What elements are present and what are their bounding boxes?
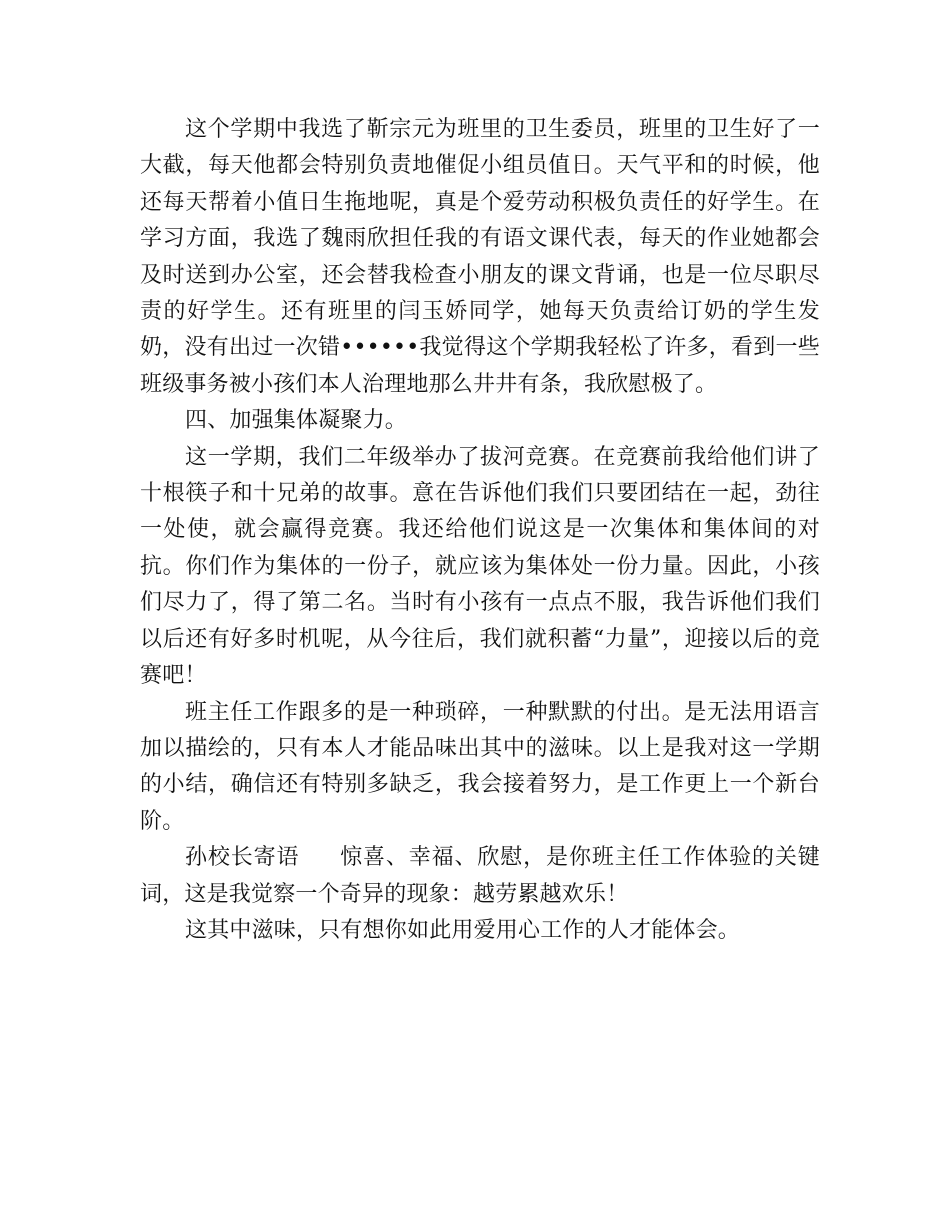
paragraph-tug-of-war: 这一学期，我们二年级举办了拔河竞赛。在竞赛前我给他们讲了十根筷子和十兄弟的故事。意在告诉他们我们只要团结在一起，劲往一处使，就会赢得竞赛。我还给他们说这是一次集体和集体间的对抗。你们作为集体的一份子，就应该为集体处一份力量。因此，小孩们尽力了，得了第二名。当时有小孩有一点点不服，我告诉他们我们以后还有好多时机呢，从今往后，我们就积蓄“力量”，迎接以后的竞赛吧！ <box>140 444 820 689</box>
section-heading-cohesion: 四、加强集体凝聚力。 <box>185 408 408 434</box>
closing-paragraph: 这其中滋味，只有想你如此用爱用心工作的人才能体会。 <box>185 917 741 943</box>
principal-note-label: 孙校长寄语 <box>185 845 300 871</box>
principal-note <box>140 840 820 913</box>
principal-note-text: 惊喜、幸福、欣慰，是你班主任工作体验的关键词，这是我觉察一个奇异的现象：越劳累越欢乐！ <box>140 845 820 907</box>
paragraph-class-committee: 这个学期中我选了靳宗元为班里的卫生委员，班里的卫生好了一大截，每天他都会特别负责地催促小组员值日。天气平和的时候，他还每天帮着小值日生拖地呢，真是个爱劳动积极负责任的好学生。在学习方面，我选了魏雨欣担任我的有语文课代表，每天的作业她都会及时送到办公室，还会替我检查小朋友的课文背诵，也是一位尽职尽责的好学生。还有班里的闫玉娇同学，她每天负责给订奶的学生发奶，没有出过一次错••••••我觉得这个学期我轻松了许多，看到一些班级事务被小孩们本人治理地那么井井有条，我欣慰极了。 <box>140 117 820 397</box>
document-body <box>140 112 820 949</box>
paragraph-summary: 班主任工作跟多的是一种琐碎，一种默默的付出。是无法用语言加以描绘的，只有本人才能品味出其中的滋味。以上是我对这一学期的小结，确信还有特别多缺乏，我会接着努力，是工作更上一个新台阶。 <box>140 699 820 834</box>
